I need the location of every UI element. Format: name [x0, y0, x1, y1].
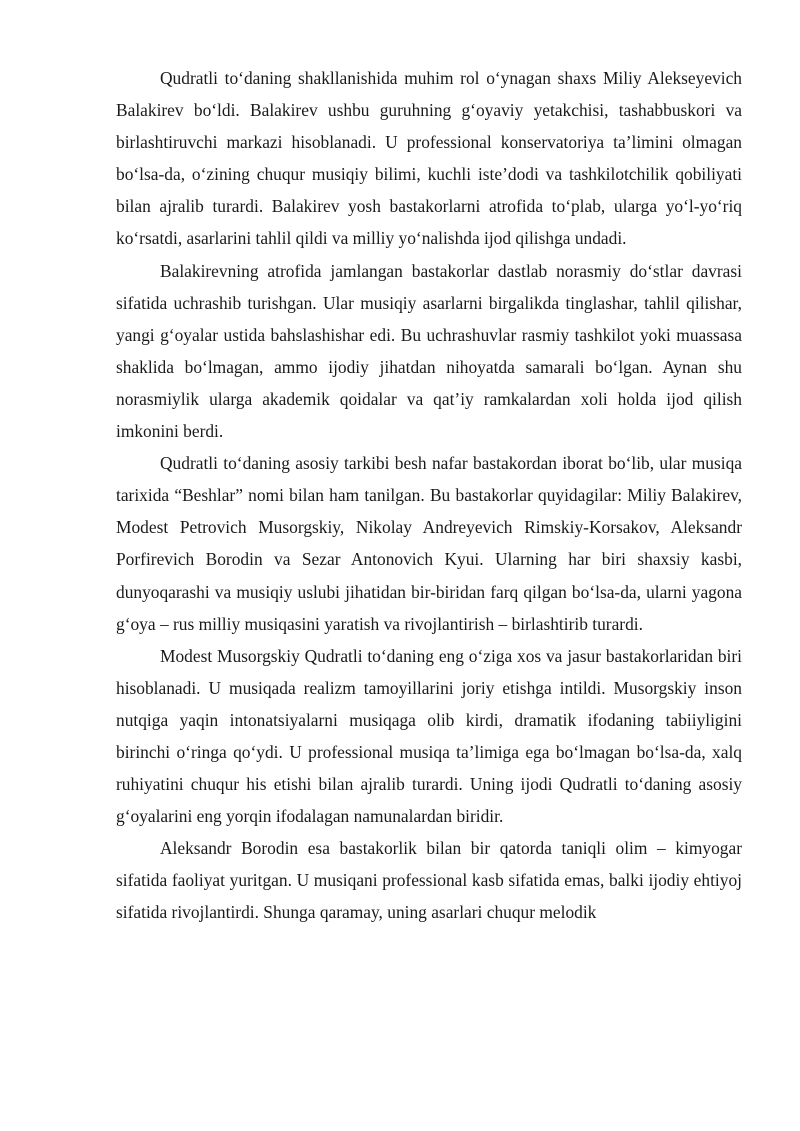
paragraph-balakirev-leader: Qudratli to‘daning shakllanishida muhim rol o‘ynagan shaxs Miliy Alekseyevich Balakirev bo‘ldi. Balakirev ushbu guruhning g‘oyaviy yetakchisi, tashabbuskori va birlashtiruvchi markazi hisoblanadi. U professional konservatoriya ta’limini olmagan bo‘lsa-da, o‘zining chuqur musiqiy bilimi, kuchli iste’dodi va tashkilotchilik qobiliyati bilan ajralib turardi. Balakirev yosh bastakorlarni atrofida to‘plab, ularga yo‘l-yo‘riq ko‘rsatdi, asarlarini tahlil qildi va milliy yo‘nalishda ijod qilishga undadi.: [116, 68, 742, 249]
paragraph-five-composers: Qudratli to‘daning asosiy tarkibi besh nafar bastakordan iborat bo‘lib, ular musiqa tarixida “Beshlar” nomi bilan ham tanilgan. Bu bastakorlar quyidagilar: Miliy Balakirev, Modest Petrovich Musorgskiy, Nikolay Andreyevich Rimskiy-Korsakov, Aleksandr Porfirevich Borodin va Sezar Antonovich Kyui. Ularning har biri shaxsiy kasbi, dunyoqarashi va musiqiy uslubi jihatidan bir-biridan farq qilgan bo‘lsa-da, ularni yagona g‘oya – rus milliy musiqasini yaratish va rivojlantirish – birlashtirib turardi.: [116, 453, 742, 634]
paragraph-musorgsky: Modest Musorgskiy Qudratli to‘daning eng o‘ziga xos va jasur bastakorlaridan biri hisoblanadi. U musiqada realizm tamoyillarini joriy etishga intildi. Musorgskiy inson nutqiga yaqin intonatsiyalarni musiqaga olib kirdi, dramatik ifodaning tabiiyligini birinchi o‘ringa qo‘ydi. U professional musiqa ta’limiga ega bo‘lmagan bo‘lsa-da, xalq ruhiyatini chuqur his etishi bilan ajralib turardi. Uning ijodi Qudratli to‘daning asosiy g‘oyalarini eng yorqin ifodalagan namunalardan biridir.: [116, 645, 742, 827]
paragraph-borodin: Aleksandr Borodin esa bastakorlik bilan bir qatorda taniqli olim – kimyogar sifatida faoliyat yuritgan. U musiqani professional kasb sifatida emas, balki ijodiy ehtiyoj sifatida rivojlantirdi. Shunga qaramay, uning asarlari chuqur melodik: [116, 838, 742, 923]
document-page: [116, 62, 742, 929]
paragraph-informal-circle: Balakirevning atrofida jamlangan bastakorlar dastlab norasmiy do‘stlar davrasi sifatida uchrashib turishgan. Ular musiqiy asarlarni birgalikda tinglashar, tahlil qilishar, yangi g‘oyalar ustida bahslashishar edi. Bu uchrashuvlar rasmiy tashkilot yoki muassasa shaklida bo‘lmagan, ammo ijodiy jihatdan nihoyatda samarali bo‘lgan. Aynan shu norasmiylik ularga akademik qoidalar va qat’iy ramkalardan xoli holda ijod qilish imkonini berdi.: [116, 260, 742, 442]
